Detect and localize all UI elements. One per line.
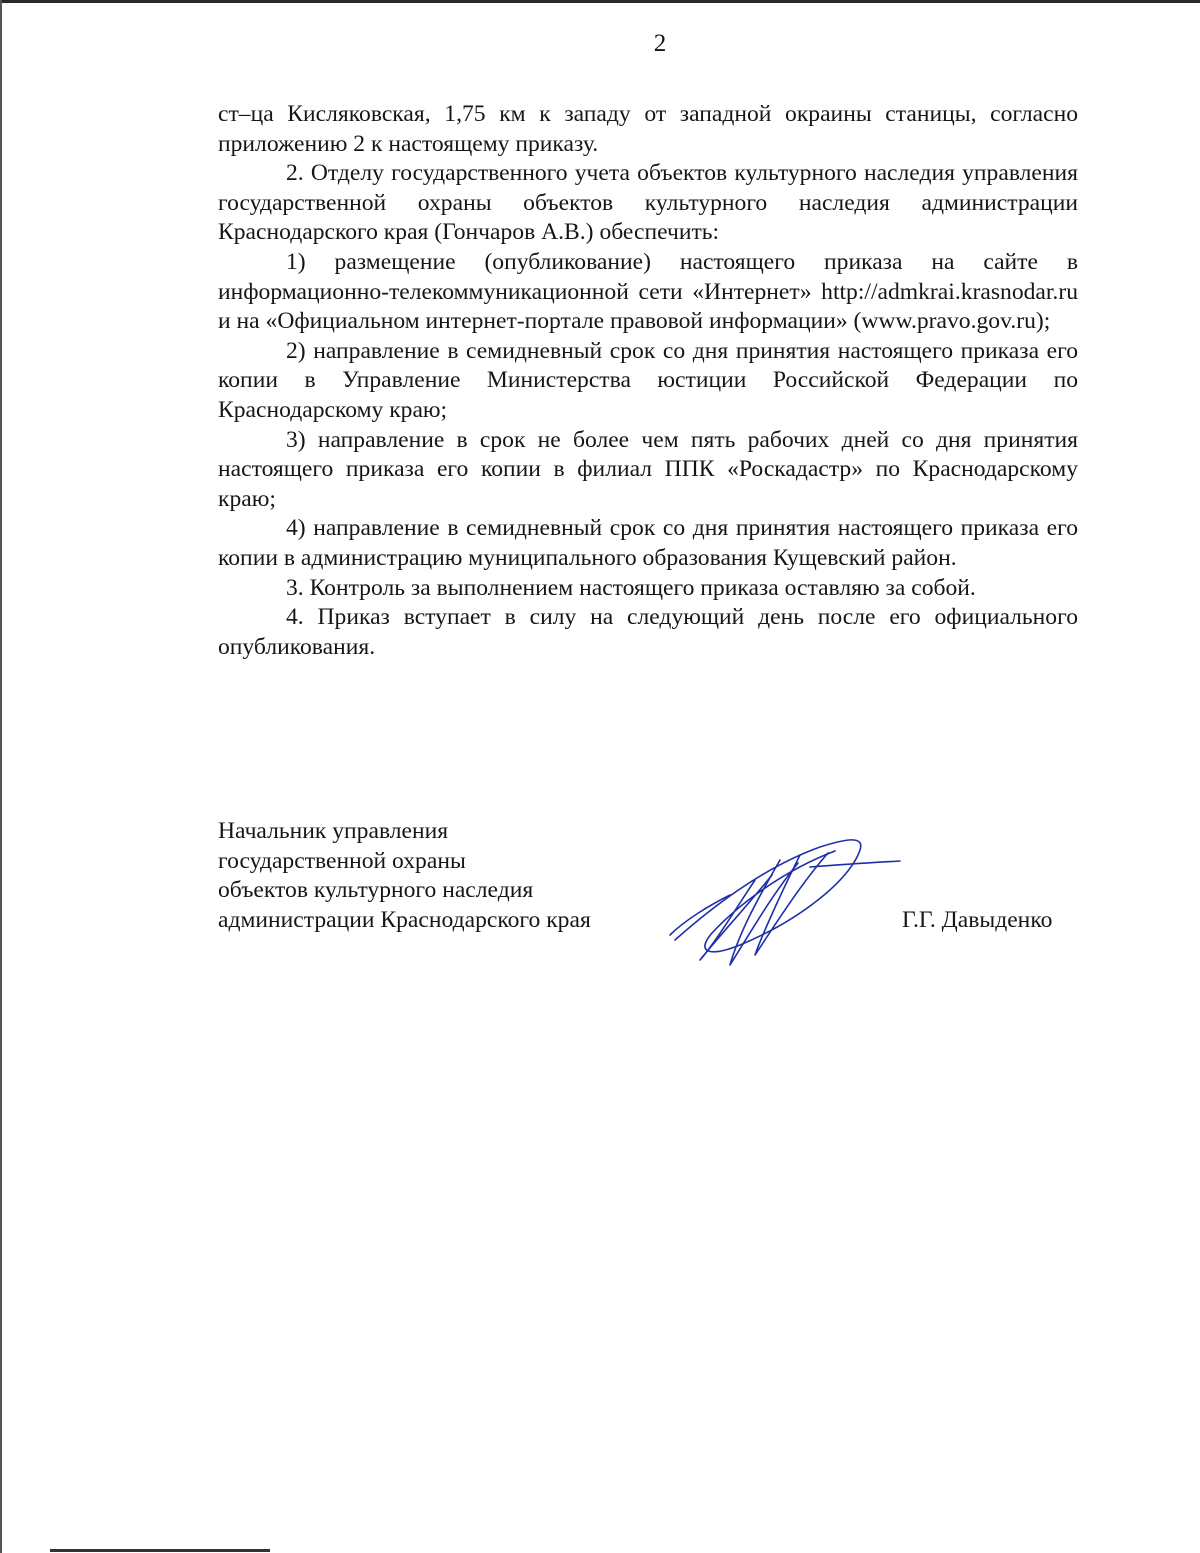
scan-edge-left: [0, 0, 2, 1553]
signer-title-line: Начальник управления: [218, 818, 449, 844]
signer-title-line: государственной охраны: [218, 847, 466, 874]
paragraph-subitem-1: 1) размещение (опубликование) настоящего приказа на сайте в информационно-телекоммуникационной сети «Интернет» http://admkrai.krasnodar.ru и на «Официальном интернет-портале правовой информации» (www.pravo.gov.ru);: [218, 248, 1078, 335]
signer-name: Г.Г. Давыденко: [902, 907, 1053, 933]
scan-edge-top: [0, 0, 1200, 3]
paragraph-subitem-4: 4) направление в семидневный срок со дня принятия настоящего приказа его копии в администрацию муниципального образования Кущевский район.: [218, 515, 1078, 571]
paragraph-continuation: ст–ца Кисляковская, 1,75 км к западу от западной окраины станицы, согласно приложению 2 к настоящему приказу.: [218, 101, 1078, 157]
paragraph-item-2: 2. Отделу государственного учета объектов культурного наследия управления государственной охраны объектов культурного наследия администрации Краснодарского края (Гончаров А.В.) обеспечить:: [218, 160, 1078, 246]
paragraph-item-3: 3. Контроль за выполнением настоящего приказа оставляю за собой.: [286, 574, 976, 601]
paragraph-subitem-2: 2) направление в семидневный срок со дня принятия настоящего приказа его копии в Управление Министерства юстиции Российской Федерации по Краснодарскому краю;: [218, 337, 1078, 423]
paragraph-subitem-3: 3) направление в срок не более чем пять рабочих дней со дня принятия настоящего приказа его копии в филиал ППК «Роскадастр» по Краснодарскому краю;: [218, 426, 1078, 512]
signer-title-line: объектов культурного наследия: [218, 877, 534, 904]
document-body: [218, 100, 1078, 662]
handwritten-signature: [660, 825, 910, 975]
paragraph-item-4: 4. Приказ вступает в силу на следующий день после его официального опубликования.: [218, 604, 1078, 660]
signer-title-line: администрации Краснодарского края: [218, 906, 591, 933]
scan-edge-bottom: [50, 1549, 270, 1552]
signature-strokes: [670, 840, 900, 965]
page-number: 2: [653, 30, 667, 57]
signer-title-block: [218, 817, 591, 935]
